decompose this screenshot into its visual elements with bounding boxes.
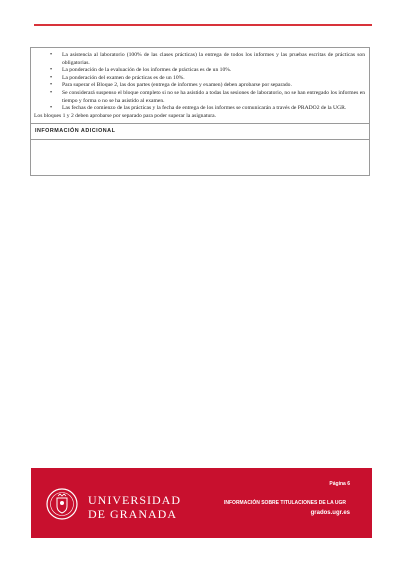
bullet-list <box>31 48 369 113</box>
university-name <box>88 493 181 521</box>
page-number: Página 6 <box>329 481 350 487</box>
list-item: • La asistencia al laboratorio (100% de las clases prácticas) la entrega de todos los informes y las pruebas escritas de prácticas son obligatorias. <box>62 52 365 67</box>
university-line-1: UNIVERSIDAD <box>88 493 181 507</box>
content-box <box>30 47 370 176</box>
list-item: • La ponderación de la evaluación de los informes de prácticas es de un 10%. <box>62 67 365 75</box>
footer-banner <box>31 468 372 538</box>
list-item: • La ponderación del examen de prácticas es de un 10%. <box>62 75 365 83</box>
ugr-crest-icon <box>45 487 79 521</box>
additional-info-heading: INFORMACIÓN ADICIONAL <box>31 124 369 140</box>
additional-info-body <box>31 140 369 154</box>
closing-text: Los bloques 1 y 2 deben aprobarse por separado para poder superar la asignatura. <box>34 112 217 119</box>
list-item: • Para superar el Bloque 2, las dos partes (entrega de informes y examen) deben aprobarse por separado. <box>62 82 365 90</box>
list-item: • Las fechas de comienzo de las prácticas y la fecha de entrega de los informes se comunicarán a través de PRADO2 de la UGR. <box>62 105 365 113</box>
footer-site-link[interactable]: grados.ugr.es <box>310 510 350 516</box>
header-rule <box>34 24 372 26</box>
evaluation-section <box>31 48 369 124</box>
list-item: • Se considerará suspenso el bloque completo si no se ha asistido a todas las sesiones de laboratorio, no se han entregado los informes en tiempo y forma o no se ha asistido al examen. <box>62 90 365 105</box>
university-line-2: DE GRANADA <box>88 507 177 521</box>
footer-info-text: INFORMACIÓN SOBRE TITULACIONES DE LA UGR <box>224 500 347 506</box>
